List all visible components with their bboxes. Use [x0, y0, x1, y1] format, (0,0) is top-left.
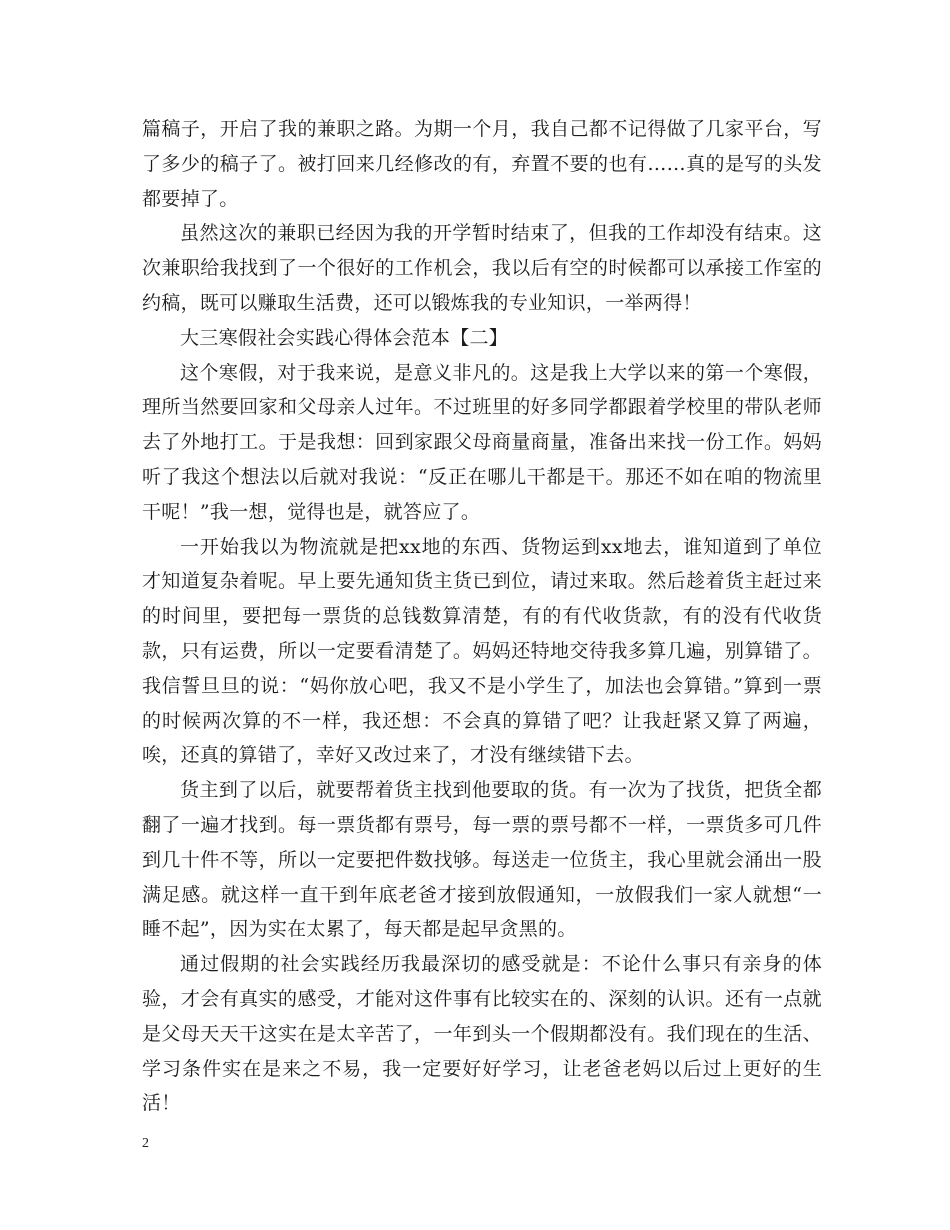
page-number: 2: [142, 1136, 149, 1151]
paragraph: 这个寒假，对于我来说，是意义非凡的。这是我上大学以来的第一个寒假，理所当然要回家和父母亲人过年。不过班里的好多同学都跟着学校里的带队老师去了外地打工。于是我想：回到家跟父母商量商量，准备出来找一份工作。妈妈听了我这个想法以后就对我说：“反正在哪儿干都是干。那还不如在咱的物流里干呢！”我一想，觉得也是，就答应了。: [142, 361, 822, 523]
paragraph: 虽然这次的兼职已经因为我的开学暂时结束了，但我的工作却没有结束。这次兼职给我找到了一个很好的工作机会，我以后有空的时候都可以承接工作室的约稿，既可以赚取生活费，还可以锻炼我的专业知识，一举两得！: [142, 222, 822, 314]
document-body: [142, 112, 822, 1121]
paragraph: 通过假期的社会实践经历我最深切的感受就是：不论什么事只有亲身的体验，才会有真实的感受，才能对这件事有比较实在的、深刻的认识。还有一点就是父母天天干这实在是太辛苦了，一年到头一个假期都没有。我们现在的生活、学习条件实在是来之不易，我一定要好好学习，让老爸老妈以后过上更好的生活！: [142, 953, 822, 1115]
paragraph: 货主到了以后，就要帮着货主找到他要取的货。有一次为了找货，把货全都翻了一遍才找到。每一票货都有票号，每一票的票号都不一样，一票货多可几件到几十件不等，所以一定要把件数找够。每送走一位货主，我心里就会涌出一股满足感。就这样一直干到年底老爸才接到放假通知，一放假我们一家人就想“一睡不起”，因为实在太累了，每天都是起早贪黑的。: [142, 779, 822, 941]
paragraph: 一开始我以为物流就是把xx地的东西、货物运到xx地去，谁知道到了单位才知道复杂着呢。早上要先通知货主货已到位，请过来取。然后趁着货主赶过来的时间里，要把每一票货的总钱数算清楚，有的有代收货款，有的没有代收货款，只有运费，所以一定要看清楚了。妈妈还特地交待我多算几遍，别算错了。我信誓旦旦的说：“妈你放心吧，我又不是小学生了，加法也会算错。”算到一票的时候两次算的不一样，我还想：不会真的算错了吧？让我赶紧又算了两遍，唉，还真的算错了，幸好又改过来了，才没有继续错下去。: [142, 535, 822, 767]
section-heading: 大三寒假社会实践心得体会范本【二】: [180, 326, 509, 349]
paragraph: 篇稿子，开启了我的兼职之路。为期一个月，我自己都不记得做了几家平台，写了多少的稿子了。被打回来几经修改的有，弃置不要的也有……真的是写的头发都要掉了。: [142, 118, 822, 210]
